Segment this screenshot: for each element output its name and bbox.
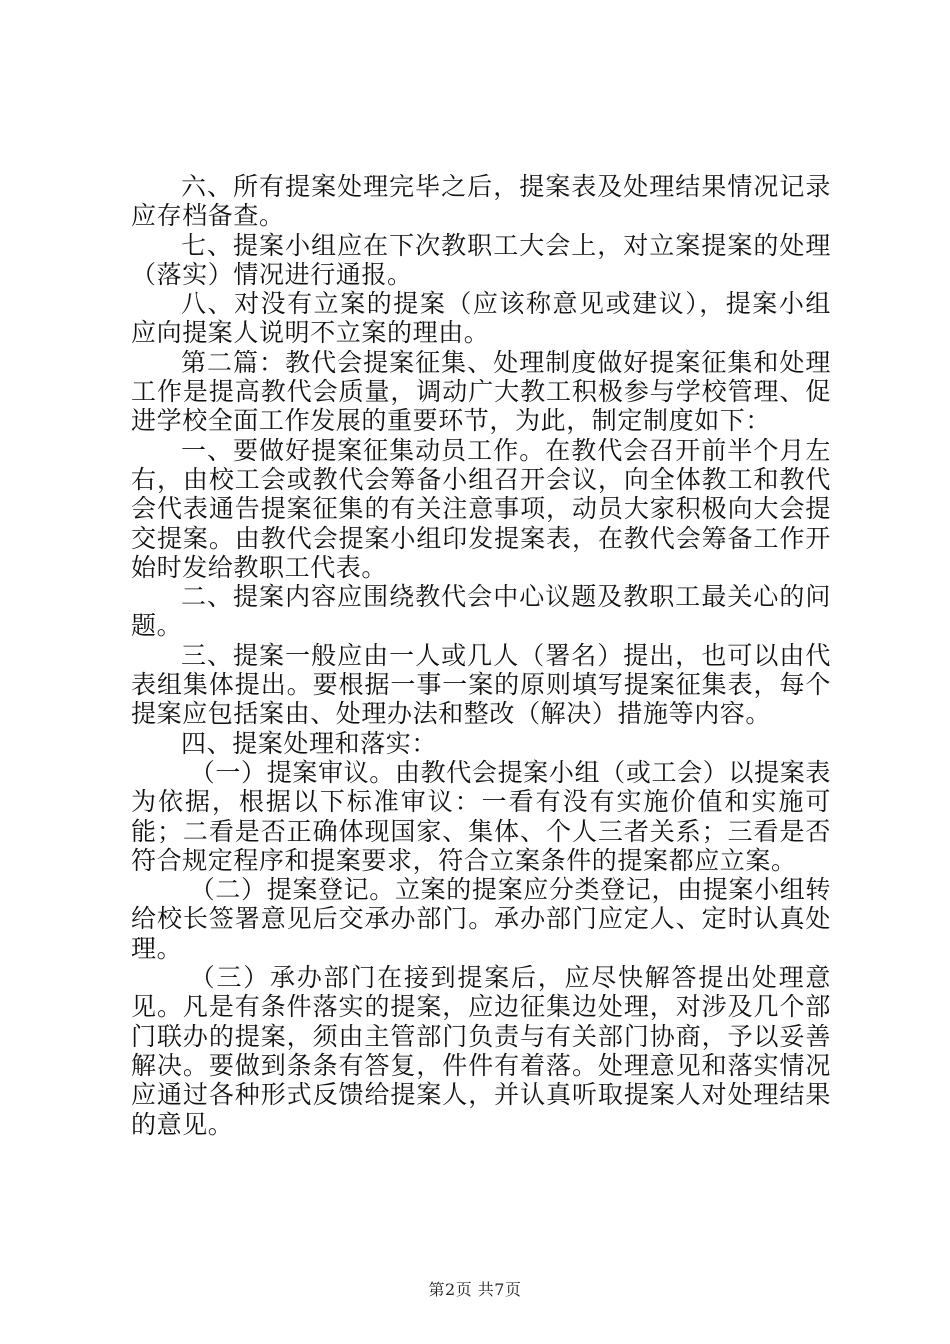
- paragraph-section-2-intro: 第二篇：教代会提案征集、处理制度做好提案征集和处理工作是提高教代会质量，调动广大教工积极参与学校管理、促进学校全面工作发展的重要环节，为此，制定制度如下：: [131, 347, 831, 436]
- paragraph-item-8-explain: 八、对没有立案的提案（应该称意见或建议），提案小组应向提案人说明不立案的理由。: [131, 289, 831, 348]
- paragraph-subitem-3-handle: （三）承办部门在接到提案后，应尽快解答提出处理意见。凡是有条件落实的提案，应边征集边处理，对涉及几个部门联办的提案，须由主管部门负责与有关部门协商，予以妥善解决。要做到条条有答复，件件有着落。处理意见和落实情况应通过各种形式反馈给提案人，并认真听取提案人对处理结果的意见。: [131, 963, 831, 1139]
- paragraph-subitem-1-review: （一）提案审议。由教代会提案小组（或工会）以提案表为依据，根据以下标准审议：一看有没有实施价值和实施可能；二看是否正确体现国家、集体、个人三者关系；三看是否符合规定程序和提案要求，符合立案条件的提案都应立案。: [131, 757, 831, 875]
- paragraph-item-6-archive: 六、所有提案处理完毕之后，提案表及处理结果情况记录应存档备查。: [131, 172, 831, 231]
- paragraph-item-1-mobilize: 一、要做好提案征集动员工作。在教代会召开前半个月左右，由校工会或教代会筹备小组召开会议，向全体教工和教代会代表通告提案征集的有关注意事项，动员大家积极向大会提交提案。由教代会提案小组印发提案表，在教代会筹备工作开始时发给教职工代表。: [131, 435, 831, 582]
- paragraph-subitem-2-register: （二）提案登记。立案的提案应分类登记，由提案小组转给校长签署意见后交承办部门。承办部门应定人、定时认真处理。: [131, 875, 831, 963]
- paragraph-item-3-submission: 三、提案一般应由一人或几人（署名）提出，也可以由代表组集体提出。要根据一事一案的原则填写提案征集表，每个提案应包括案由、处理办法和整改（解决）措施等内容。: [131, 640, 831, 729]
- page-number-footer: 第2页 共7页: [428, 1280, 522, 1299]
- paragraph-item-4-heading: 四、提案处理和落实：: [181, 728, 438, 758]
- paragraph-item-2-content: 二、提案内容应围绕教代会中心议题及教职工最关心的问题。: [131, 582, 831, 641]
- paragraph-item-7-report: 七、提案小组应在下次教职工大会上，对立案提案的处理（落实）情况进行通报。: [131, 230, 831, 289]
- document-body: [131, 172, 831, 1139]
